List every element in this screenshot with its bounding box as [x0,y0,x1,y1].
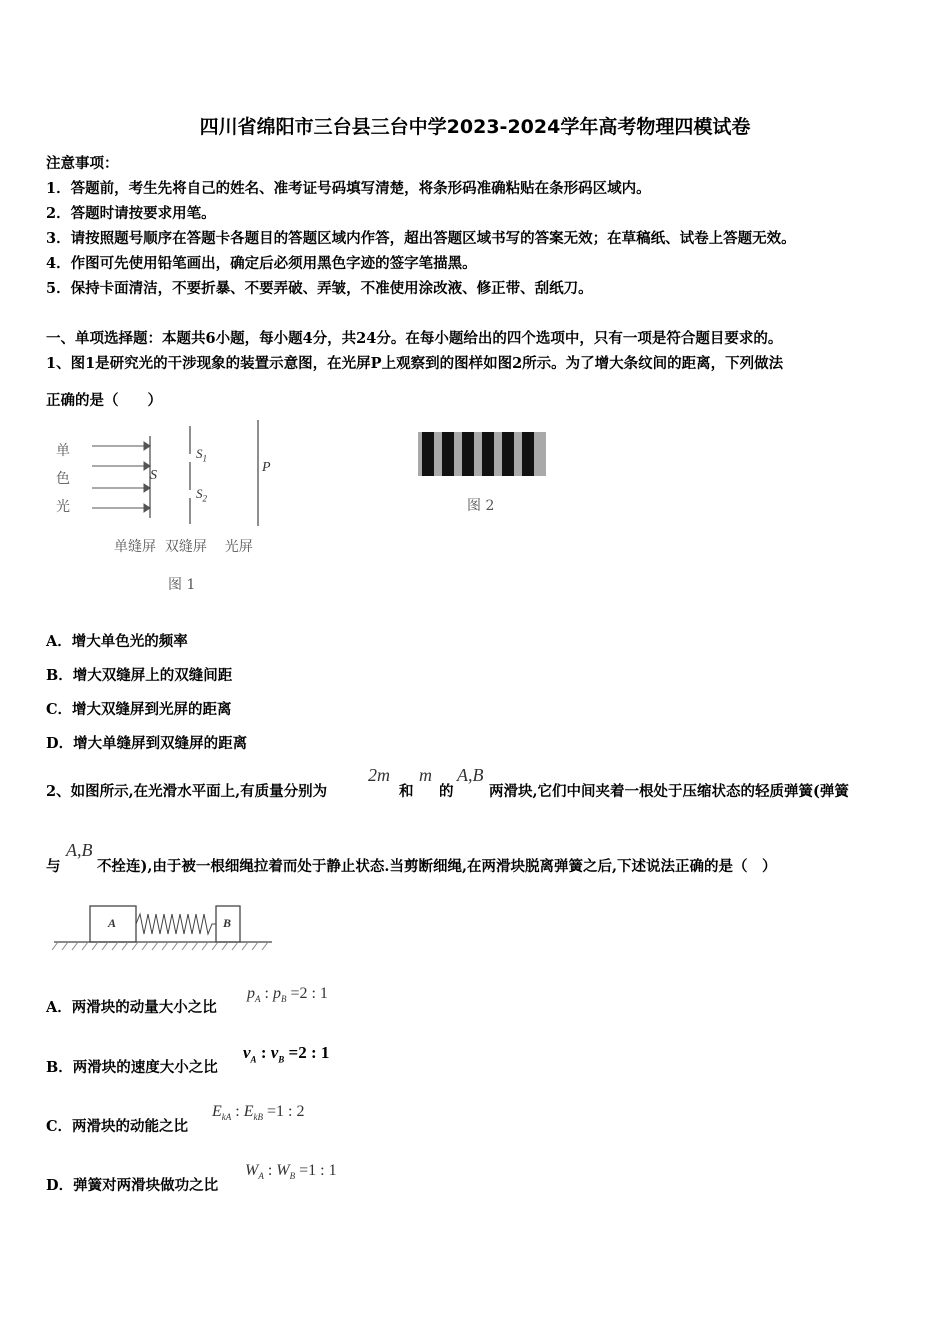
q2-and: 和 [399,783,414,800]
light-label-1: 单 [56,443,70,459]
colon: : [267,1162,273,1179]
s2-label [196,486,207,504]
section-heading: 一、单项选择题：本题共6小题，每小题4分，共24分。在每小题给出的四个选项中，只有一项是符合题目要求的。 [46,330,783,347]
subscript: A [258,1171,264,1182]
q2-option-c-formula [212,1103,304,1122]
figure-1 [40,418,300,608]
subscript: B [280,994,287,1005]
spring-blocks-diagram [46,896,274,958]
block-b-label: B [223,916,232,930]
q1-option-d: D．增大单缝屏到双缝屏的距离 [46,735,248,752]
notice-item: 2．答题时请按要求用笔。 [46,205,216,222]
q1-option-a: A．增大单色光的频率 [46,633,188,650]
q2-option-b: B．两滑块的速度大小之比 [46,1059,218,1076]
notice-item: 3．请按照题号顺序在答题卡各题目的答题区域内作答，超出答题区域书写的答案无效；在草稿纸、试卷上答题无效。 [46,230,796,247]
subscript: B [289,1171,296,1182]
q2-of: 的 [439,783,454,800]
s1-label [196,446,207,464]
notice-item: 5．保持卡面清洁，不要折暴、不要弄破、弄皱，不准使用涂改液、修正带、刮纸刀。 [46,280,593,297]
blocks-ab-2: A,B [66,840,93,860]
s1-subscript: 1 [202,453,207,464]
symbol: p [247,985,255,1002]
symbol: W [276,1162,290,1179]
interference-apparatus-diagram [40,418,300,538]
subscript: A [250,1054,257,1065]
q1-option-b: B．增大双缝屏上的双缝间距 [46,667,233,684]
q2-stem-part3: 不拴连),由于被一根细绳拉着而处于静止状态.当剪断细绳,在两滑块脱离弹簧之后,下述说法正确的是（ ） [97,858,777,875]
screen-p-label: P [262,460,271,475]
figure-2-caption: 图 2 [467,498,495,514]
subscript: kA [221,1112,232,1123]
ratio: =1 : 2 [267,1103,305,1120]
q2-option-a: A．两滑块的动量大小之比 [46,999,217,1016]
dark-fringe [462,432,474,476]
spring-blocks-figure [46,896,274,958]
q2-option-d: D．弹簧对两滑块做功之比 [46,1177,219,1194]
symbol: E [212,1103,222,1120]
mass-m: m [419,765,432,785]
symbol: p [272,985,281,1002]
s1-letter: S [196,446,203,461]
ratio: =1 : 1 [299,1162,337,1179]
dark-fringe [422,432,434,476]
block-a-label: A [108,916,117,930]
mass-2m: 2m [368,765,390,785]
page-title: 四川省绵阳市三台县三台中学2023-2024学年高考物理四模试卷 [199,116,751,138]
single-slit-label: S [150,468,157,483]
q2-stem-part2: 两滑块,它们中间夹着一根处于压缩状态的轻质弹簧(弹簧 [489,783,849,800]
interference-fringe-pattern [418,432,546,476]
dark-fringe [482,432,494,476]
s2-letter: S [196,486,203,501]
q1-stem-cont: 正确的是（ ） [46,392,162,409]
symbol: v [243,1043,251,1062]
colon: : [264,985,269,1002]
q2-stem-part1: 2、如图所示,在光滑水平面上,有质量分别为 [46,783,328,800]
screen-names: 单缝屏 双缝屏 光屏 [114,539,253,555]
colon: : [260,1043,267,1062]
colon: : [235,1103,240,1120]
subscript: A [255,994,261,1005]
dark-fringe [502,432,514,476]
q2-stem-with: 与 [46,858,61,875]
symbol: W [245,1162,259,1179]
ratio: =2 : 1 [288,1043,330,1062]
symbol: E [243,1103,254,1120]
notice-item: 1．答题前，考生先将自己的姓名、准考证号码填写清楚，将条形码准确粘贴在条形码区域内。 [46,180,651,197]
notice-item: 4．作图可先使用铅笔画出，确定后必须用黑色字迹的签字笔描黑。 [46,255,477,272]
symbol: v [270,1043,279,1062]
light-label-2: 色 [56,471,70,487]
subscript: kB [253,1112,264,1123]
subscript: B [278,1054,285,1065]
q1-option-c: C．增大双缝屏到光屏的距离 [46,701,232,718]
q1-stem: 1、图1是研究光的干涉现象的装置示意图，在光屏P上观察到的图样如图2所示。为了增大条纹间的距离，下列做法 [46,355,784,372]
q2-option-d-formula [245,1162,337,1181]
light-label-3: 光 [56,499,70,515]
s2-subscript: 2 [202,493,207,504]
ratio: =2 : 1 [290,985,328,1002]
figure-1-caption: 图 1 [168,577,196,593]
dark-fringe [442,432,454,476]
q2-option-c: C．两滑块的动能之比 [46,1118,189,1135]
dark-fringe [522,432,534,476]
blocks-ab: A,B [457,765,484,785]
q2-option-b-formula [243,1043,329,1064]
notice-heading: 注意事项： [46,155,119,172]
q2-option-a-formula [247,985,328,1004]
